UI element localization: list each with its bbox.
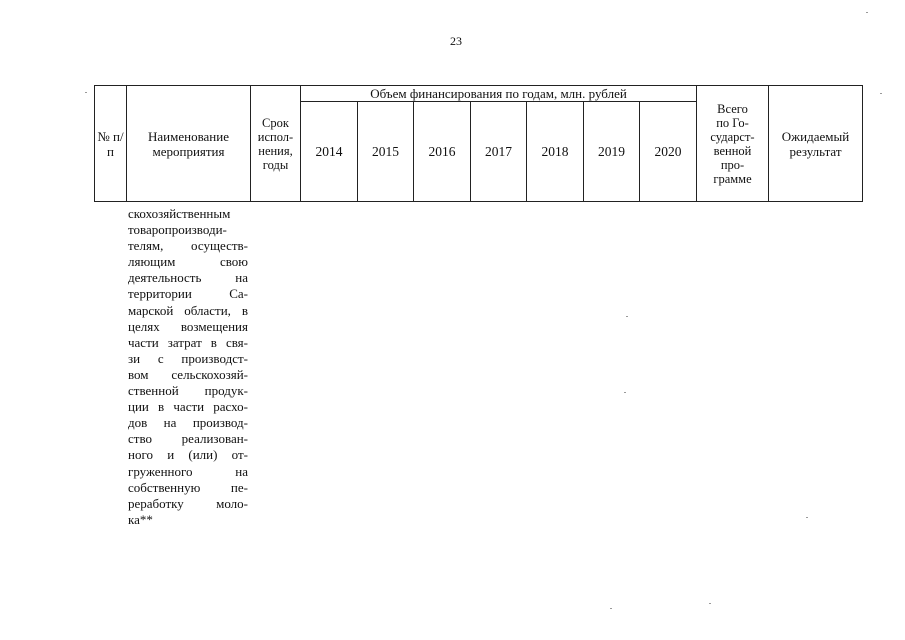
text-line: территории Са- (128, 286, 248, 302)
header-number: № п/п (95, 86, 127, 202)
text-line: деятельность на (128, 270, 248, 286)
scan-speck (709, 603, 711, 604)
header-year-2017: 2017 (471, 102, 527, 202)
text-line: ственной продук- (128, 383, 248, 399)
header-funding-group: Объем финансирования по годам, млн. рублей (301, 86, 697, 102)
text-line: вом сельскохозяй- (128, 366, 248, 382)
header-expected-result: Ожидаемый результат (769, 86, 863, 202)
text-line: целях возмещения (128, 318, 248, 334)
scan-speck (624, 392, 626, 393)
scan-speck (85, 92, 87, 93)
continued-measure-name (128, 206, 248, 528)
text-line: ка** (128, 511, 153, 527)
header-term: Срок испол-нения, годы (251, 86, 301, 202)
text-line: ляющим свою (128, 254, 248, 270)
text-line: ции в части расхо- (128, 399, 248, 415)
text-line: ство реализован- (128, 431, 248, 447)
header-total-line: венной (713, 143, 752, 158)
text-line: груженного на (128, 463, 248, 479)
header-name: Наименование мероприятия (127, 86, 251, 202)
header-total-line: сударст- (710, 129, 755, 144)
page-number: 23 (450, 34, 462, 48)
header-total-line: по Го- (716, 115, 749, 130)
text-line: товаропроизводи- (128, 222, 227, 238)
header-year-2016: 2016 (414, 102, 471, 202)
scan-speck (866, 12, 868, 13)
financing-table (94, 85, 863, 202)
header-year-2018: 2018 (527, 102, 584, 202)
scan-speck (880, 93, 882, 94)
text-line: зи с производст- (128, 350, 248, 366)
scan-speck (610, 608, 612, 609)
header-total-line: Всего (717, 101, 748, 116)
text-line: телям, осуществ- (128, 238, 248, 254)
header-year-2019: 2019 (584, 102, 640, 202)
header-year-2015: 2015 (358, 102, 414, 202)
header-total (697, 86, 769, 202)
header-year-2020: 2020 (640, 102, 697, 202)
text-line: ного и (или) от- (128, 447, 248, 463)
scan-speck (626, 316, 628, 317)
header-total-line: грамме (713, 171, 752, 186)
text-line: дов на производ- (128, 415, 248, 431)
text-line: скохозяйственным (128, 206, 231, 221)
text-line: части затрат в свя- (128, 334, 248, 350)
scan-speck (806, 517, 808, 518)
text-line: марской области, в (128, 302, 248, 318)
header-total-line: про- (720, 157, 745, 172)
text-line: реработку моло- (128, 495, 248, 511)
text-line: собственную пе- (128, 479, 248, 495)
header-year-2014: 2014 (301, 102, 358, 202)
